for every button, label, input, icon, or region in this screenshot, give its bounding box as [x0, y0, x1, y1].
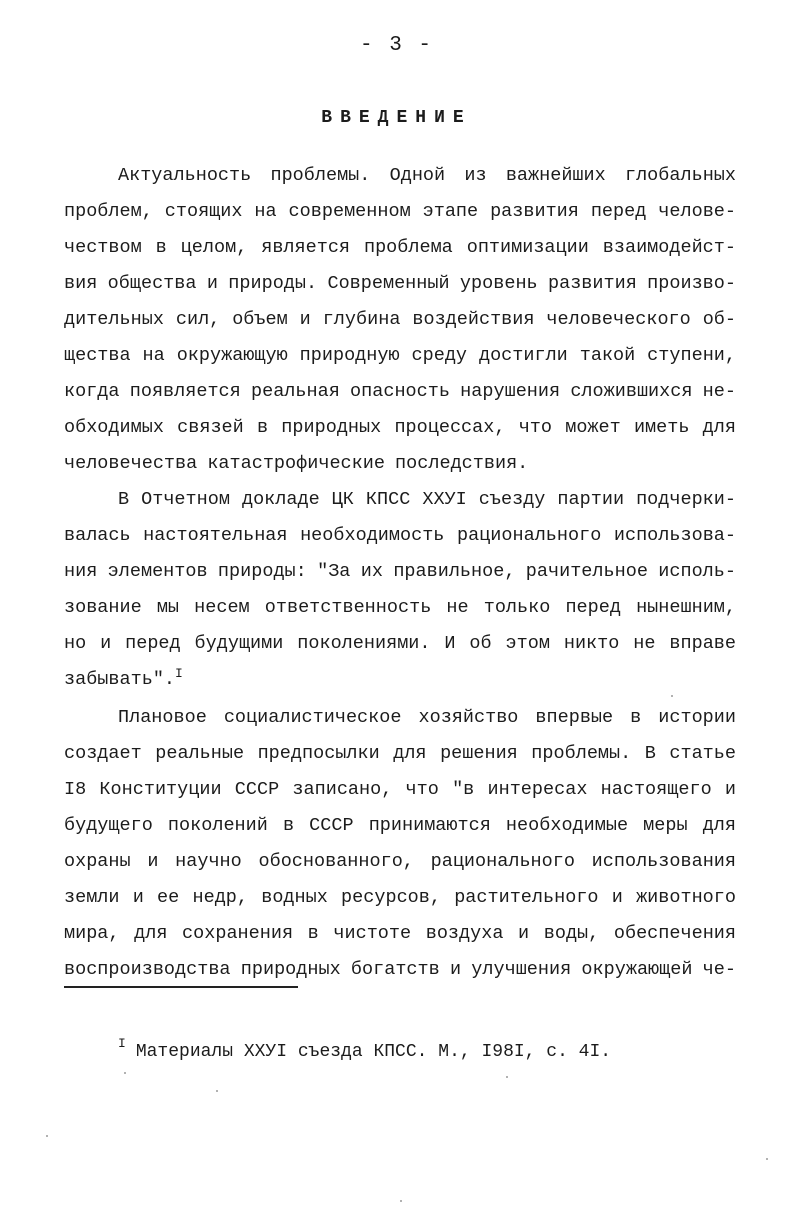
body-line: В Отчетном докладе ЦК КПСС ХХУІ съезду партии подчерки-	[118, 489, 736, 510]
body-line: воспроизводства природных богатств и улучшения окружающей че-	[64, 959, 736, 980]
footnote-divider	[64, 986, 298, 988]
body-line: Плановое социалистическое хозяйство впервые в истории	[118, 707, 736, 728]
body-line	[64, 662, 183, 698]
body-line: мира, для сохранения в чистоте воздуха и воды, обеспечения	[64, 923, 736, 944]
body-line: Актуальность проблемы. Одной из важнейших глобальных	[118, 165, 736, 186]
body-line: земли и ее недр, водных ресурсов, растительного и животного	[64, 887, 736, 908]
body-line: когда появляется реальная опасность нарушения сложившихся не-	[64, 381, 736, 402]
footnote-reference: I	[175, 666, 183, 681]
footnote	[118, 1034, 611, 1071]
scan-speck	[124, 1072, 126, 1074]
scan-speck	[46, 1135, 48, 1137]
body-line: проблем, стоящих на современном этапе развития перед челове-	[64, 201, 736, 222]
body-line: будущего поколений в СССР принимаются необходимые меры для	[64, 815, 736, 836]
body-line: щества на окружающую природную среду достигли такой ступени,	[64, 345, 736, 366]
body-line: человечества катастрофические последствия.	[64, 453, 529, 474]
body-line: охраны и научно обоснованного, рационального использования	[64, 851, 736, 872]
body-line: валась настоятельная необходимость рационального использова-	[64, 525, 736, 546]
scan-speck	[766, 1158, 768, 1160]
footnote-text: Материалы ХХУІ съезда КПСС. М., I98I, с. 4I.	[135, 1042, 612, 1062]
scan-speck	[216, 1090, 218, 1092]
body-line: зование мы несем ответственность не только перед нынешним,	[64, 597, 736, 618]
body-line: создает реальные предпосылки для решения проблемы. В статье	[64, 743, 736, 764]
body-line: обходимых связей в природных процессах, что может иметь для	[64, 417, 736, 438]
scan-speck	[506, 1076, 508, 1078]
body-line: дительных сил, объем и глубина воздействия человеческого об-	[64, 309, 736, 330]
page-number: - 3 -	[359, 34, 433, 57]
body-line: I8 Конституции СССР записано, что "в интересах настоящего и	[64, 779, 736, 800]
body-line: вия общества и природы. Современный уровень развития произво-	[64, 273, 736, 294]
body-line: чеством в целом, является проблема оптимизации взаимодейст-	[64, 237, 736, 258]
body-text: забывать".	[64, 669, 176, 690]
scan-speck	[671, 695, 673, 697]
body-line: но и перед будущими поколениями. И об этом никто не вправе	[64, 633, 736, 654]
scan-speck	[400, 1200, 402, 1202]
body-line: ния элементов природы: "За их правильное, рачительное исполь-	[64, 561, 736, 582]
section-heading: ВВЕДЕНИЕ	[321, 108, 472, 128]
footnote-mark: I	[118, 1036, 126, 1051]
